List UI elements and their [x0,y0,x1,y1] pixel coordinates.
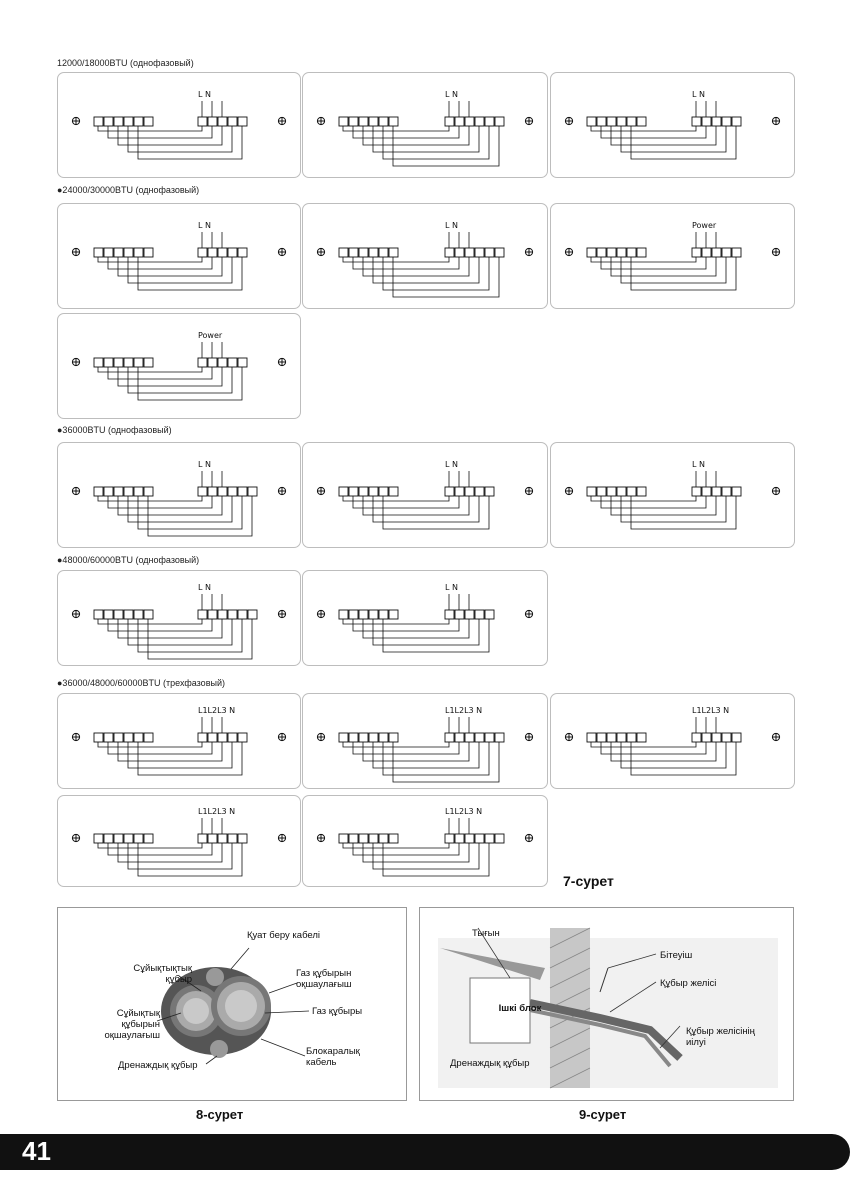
wiring-diagram [58,73,300,177]
wiring-panel [57,795,301,887]
wiring-panel [550,203,795,309]
terminal-label: L N [198,583,211,592]
label-connecting-cable: Блокаралық кабель [306,1046,360,1068]
figure-9-caption: 9-сурет [579,1107,627,1122]
wiring-panel [57,72,301,178]
wiring-panel [302,72,548,178]
wiring-diagram [303,571,547,665]
terminal-label: L N [692,90,705,99]
wiring-panel [550,693,795,789]
terminal-label: Power [198,331,223,340]
figure-8-box [57,907,407,1101]
figure-7-caption: 7-сурет [563,873,614,889]
terminal-label: L N [692,460,705,469]
terminal-label: L1L2L3 N [692,706,730,715]
label-pipe-bend: Құбыр желісінің иілуі [686,1026,755,1048]
section-title-3: ●36000BTU (однофазовый) [57,425,172,435]
label-liquid-pipe-insulator: Сұйықтық құбырын оқшаулағыш [104,1008,160,1041]
terminal-label: Power [692,221,717,230]
label-pipe-line: Құбыр желісі [660,978,717,989]
wiring-panel [302,442,548,548]
page-number: 41 [22,1136,51,1166]
wiring-diagram [551,73,794,177]
terminal-label: L N [198,460,211,469]
wiring-diagram [58,571,300,665]
wiring-panel [550,442,795,548]
wiring-diagram [58,694,300,788]
terminal-label: L1L2L3 N [445,706,483,715]
wiring-panel [57,203,301,309]
wiring-diagram [58,204,300,308]
label-gas-pipe: Газ құбыры [312,1006,363,1017]
wiring-diagram [551,694,794,788]
terminal-label: L N [445,583,458,592]
label-drain-pipe: Дренаждық құбыр [118,1060,198,1071]
label-seal: Бітеуіш [660,950,693,961]
wiring-panel [57,442,301,548]
figure-9-box [419,907,794,1101]
section-title-1: 12000/18000BTU (однофазовый) [57,58,194,68]
section-title-5: ●36000/48000/60000BTU (трехфазовый) [57,678,225,688]
label-plug: Тығын [472,928,500,939]
wiring-panel [302,570,548,666]
terminal-label: L N [445,90,458,99]
label-indoor-unit: Ішкі блок [498,1003,542,1014]
wiring-diagram [303,796,547,886]
wiring-panel [57,693,301,789]
wiring-panel [550,72,795,178]
wiring-diagram [303,204,547,308]
figure-8-caption: 8-сурет [196,1107,244,1122]
wiring-diagram [58,314,300,418]
wiring-panel [302,203,548,309]
terminal-label: L N [445,460,458,469]
terminal-label: L N [198,221,211,230]
wiring-diagram [58,796,300,886]
label-drain-pipe-9: Дренаждық құбыр [450,1058,530,1069]
wiring-panel [57,570,301,666]
terminal-label: L1L2L3 N [445,807,483,816]
label-liquid-pipe: Сұйықтықтық құбыр [133,963,192,985]
wiring-diagram [303,73,547,177]
wiring-diagram [303,694,547,788]
wiring-diagram [58,443,300,547]
wiring-panel [57,313,301,419]
label-gas-pipe-insulator: Газ құбырын оқшаулағыш [296,968,352,990]
wiring-diagram [551,204,794,308]
wiring-panel [302,795,548,887]
label-power-cable: Қуат беру кабелі [247,930,321,941]
page-footer-bar [0,1134,850,1170]
cable-bundle-illustration [58,908,406,1100]
terminal-label: L1L2L3 N [198,706,236,715]
terminal-label: L N [198,90,211,99]
terminal-label: L N [445,221,458,230]
terminal-label: L1L2L3 N [198,807,236,816]
wiring-panel [302,693,548,789]
section-title-2: ●24000/30000BTU (однофазовый) [57,185,200,195]
wiring-diagram [303,443,547,547]
section-title-4: ●48000/60000BTU (однофазовый) [57,555,200,565]
wiring-diagram [551,443,794,547]
